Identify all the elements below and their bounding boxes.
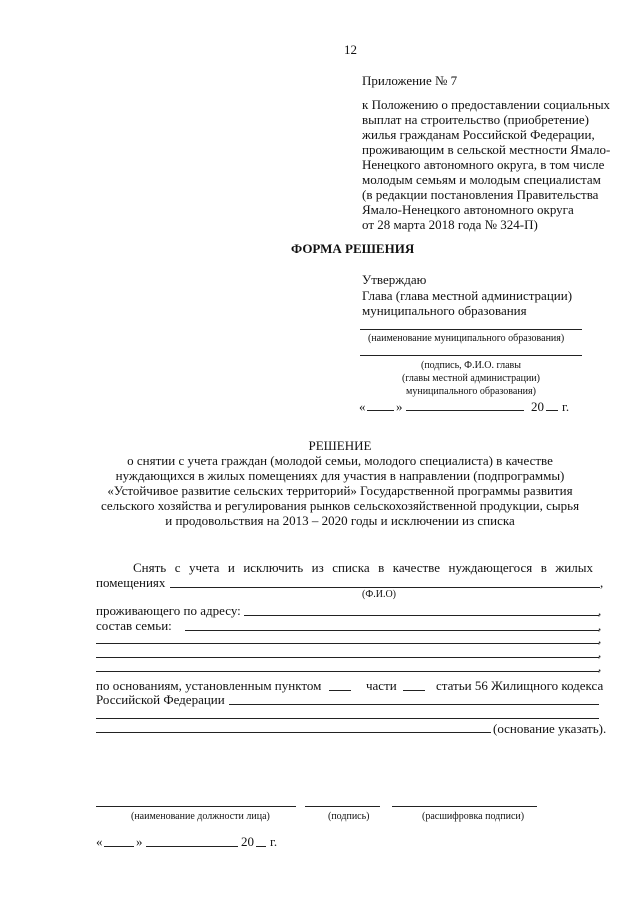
basis-field-2[interactable]	[96, 718, 599, 719]
word: в	[540, 560, 547, 575]
sign-year-suffix: г.	[270, 834, 278, 849]
address-label: проживающего по адресу:	[96, 603, 241, 618]
sign-date-open: «	[96, 834, 103, 849]
comma: ,	[598, 618, 602, 633]
decode-caption: (расшифровка подписи)	[422, 811, 525, 822]
comma: ,	[598, 631, 602, 646]
word: с	[174, 560, 181, 575]
basis-point-field[interactable]	[329, 690, 351, 691]
sign-year: 20	[241, 834, 254, 849]
sign-month-field[interactable]	[146, 846, 238, 847]
appendix-line: Ненецкого автономного округа, в том числе	[362, 157, 605, 172]
approve-line-2: Глава (глава местной администрации)	[362, 288, 573, 303]
family-field-3[interactable]	[96, 657, 599, 658]
family-field-4[interactable]	[96, 671, 599, 672]
signature-field[interactable]	[305, 806, 380, 807]
approve-date-close: »	[396, 399, 403, 414]
family-label: состав семьи:	[96, 618, 172, 633]
sign-day-field[interactable]	[104, 846, 134, 847]
basis-part-label: части	[366, 678, 397, 693]
page-number: 12	[344, 42, 357, 57]
appendix-title: Приложение № 7	[362, 73, 458, 88]
decision-line: о снятии с учета граждан (молодой семьи, молодого специалиста) в качестве	[127, 453, 553, 468]
approve-year: 20	[531, 399, 544, 414]
approve-day-field[interactable]	[367, 410, 394, 411]
decision-line: сельского хозяйства и регулирования рынков сельскохозяйственной продукции, сырья	[100, 498, 580, 513]
head-signature-caption	[360, 359, 582, 398]
basis-suffix: (основание указать).	[493, 721, 607, 736]
sign-date-close: »	[136, 834, 143, 849]
word: и	[227, 560, 235, 575]
word: нуждающегося	[448, 560, 533, 575]
approve-date-open: «	[359, 399, 366, 414]
municipality-caption: (наименование муниципального образования)	[368, 333, 565, 344]
word: качестве	[392, 560, 440, 575]
sign-caption: (подпись)	[328, 811, 370, 822]
position-caption: (наименование должности лица)	[131, 811, 270, 822]
fio-caption: (Ф.И.О)	[362, 589, 397, 600]
appendix-line: выплат на строительство (приобретение)	[362, 112, 589, 127]
comma: ,	[598, 603, 602, 618]
municipality-name-line[interactable]	[360, 329, 582, 330]
decision-description	[90, 453, 590, 528]
word: в	[378, 560, 385, 575]
comma: ,	[598, 659, 602, 674]
position-field[interactable]	[96, 806, 296, 807]
head-signature-line[interactable]	[360, 355, 582, 356]
approve-year-field[interactable]	[546, 410, 558, 411]
appendix-line: от 28 марта 2018 года № 324-П)	[362, 217, 538, 232]
appendix-block	[362, 97, 610, 232]
appendix-line: Ямало-Ненецкого автономного округа	[362, 202, 574, 217]
word: исключить	[243, 560, 304, 575]
approve-line-3: муниципального образования	[362, 303, 527, 318]
comma: ,	[598, 645, 602, 660]
body-first-line	[133, 560, 593, 575]
signature-decode-field[interactable]	[392, 806, 537, 807]
appendix-line: проживающим в сельской местности Ямало-	[362, 142, 611, 157]
decision-line: «Устойчивое развитие сельских территорий» Государственной программы развития	[107, 483, 573, 498]
appendix-line: молодым семьям и молодым специалистам	[362, 172, 601, 187]
word: Снять	[133, 560, 167, 575]
caption-line: (подпись, Ф.И.О. главы	[421, 360, 521, 371]
word: учета	[188, 560, 220, 575]
address-field[interactable]	[244, 615, 599, 616]
caption-line: муниципального образования)	[406, 386, 536, 397]
family-field-1[interactable]	[185, 630, 599, 631]
form-title: ФОРМА РЕШЕНИЯ	[291, 241, 415, 256]
basis-field-3[interactable]	[96, 732, 491, 733]
word: жилых	[555, 560, 593, 575]
decision-title: РЕШЕНИЕ	[308, 438, 372, 453]
appendix-line: жилья гражданам Российской Федерации,	[362, 127, 595, 142]
family-field-2[interactable]	[96, 643, 599, 644]
approve-month-field[interactable]	[406, 410, 524, 411]
appendix-line: к Положению о предоставлении социальных	[362, 97, 611, 112]
appendix-line: (в редакции постановления Правительства	[362, 187, 599, 202]
basis-prefix: по основаниям, установленным пунктом	[96, 678, 322, 693]
caption-line: (главы местной администрации)	[402, 373, 540, 384]
decision-line: нуждающихся в жилых помещениях для участия в направлении (подпрограммы)	[115, 468, 565, 483]
word: списка	[332, 560, 370, 575]
comma: ,	[600, 575, 604, 590]
approve-line-1: Утверждаю	[362, 272, 427, 287]
sign-year-field[interactable]	[256, 846, 266, 847]
approve-year-suffix: г.	[562, 399, 570, 414]
word: из	[311, 560, 324, 575]
body-line-2-label: помещениях	[96, 575, 166, 590]
basis-rf: Российской Федерации	[96, 692, 225, 707]
basis-field-1[interactable]	[229, 704, 599, 705]
basis-article: статьи 56 Жилищного кодекса	[436, 678, 604, 693]
decision-line: и продовольствия на 2013 – 2020 годы и исключении из списка	[165, 513, 515, 528]
basis-part-field[interactable]	[403, 690, 425, 691]
